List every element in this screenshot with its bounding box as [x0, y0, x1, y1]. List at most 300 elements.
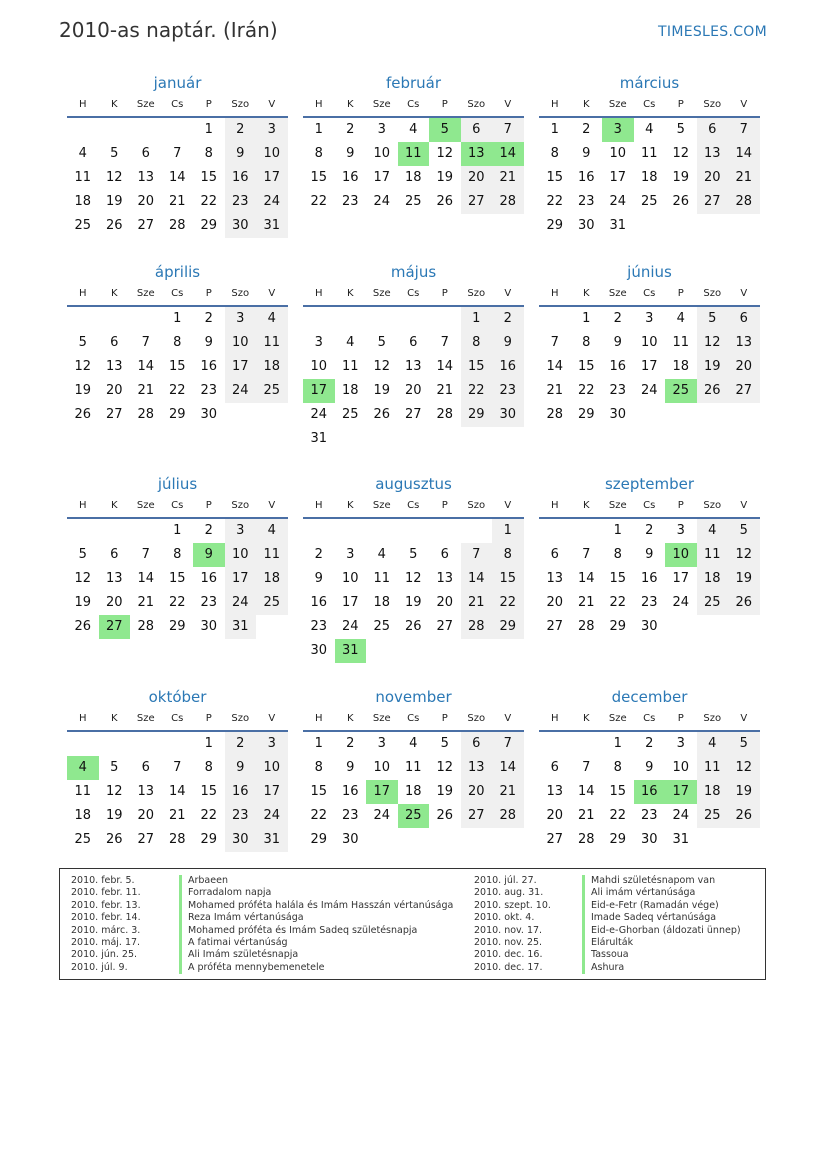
weekend-day-cell: 10 [225, 543, 257, 567]
day-cell: 9 [346, 760, 355, 775]
day-cell: 23 [640, 595, 658, 610]
empty-cell [539, 732, 571, 756]
weekday-label: Sze [136, 500, 155, 511]
weekend-day-cell: 18 [697, 567, 729, 591]
day-cell: 30 [577, 218, 595, 233]
holiday-day-cell: 3 [602, 118, 634, 142]
weekend-day-cell: 18 [697, 780, 729, 804]
day-cell: 3 [314, 335, 323, 350]
month-5 [303, 261, 524, 451]
day-cell: 23 [310, 619, 328, 634]
weekday-label: Cs [407, 99, 420, 110]
day-cell: 7 [440, 335, 449, 350]
weekday-label: K [582, 99, 590, 110]
day-cell: 22 [310, 194, 328, 209]
weekday-label: P [441, 99, 448, 110]
day-cell: 31 [310, 431, 328, 446]
day-cell: 12 [672, 146, 690, 161]
legend-holiday-name: Ali imám vértanúsága [582, 887, 695, 899]
day-cell: 20 [137, 194, 155, 209]
weekday-label: Cs [643, 500, 656, 511]
weekend-day-cell: 13 [461, 756, 493, 780]
weekend-day-cell: 26 [697, 379, 729, 403]
day-cell: 22 [609, 595, 627, 610]
empty-cell [162, 732, 194, 756]
day-cell: 3 [676, 736, 685, 751]
day-cell: 28 [168, 832, 186, 847]
weekday-label: Sze [608, 99, 627, 110]
day-cell: 19 [373, 383, 391, 398]
weekend-day-cell: 28 [728, 190, 760, 214]
weekday-label: P [677, 713, 684, 724]
day-cell: 27 [137, 218, 155, 233]
empty-cell [67, 732, 99, 756]
day-cell: 16 [341, 784, 359, 799]
day-cell: 8 [613, 547, 622, 562]
weekday-label: Szo [467, 500, 486, 511]
day-grid [67, 519, 288, 639]
day-cell: 19 [105, 194, 123, 209]
weekday-label: P [441, 713, 448, 724]
weekday-label: H [78, 99, 87, 110]
day-cell: 4 [645, 122, 654, 137]
day-cell: 15 [609, 571, 627, 586]
legend-date: 2010. dec. 17. [474, 961, 543, 973]
day-cell: 5 [110, 146, 119, 161]
weekday-label: K [110, 500, 118, 511]
day-cell: 14 [168, 784, 186, 799]
weekend-day-cell: 3 [225, 307, 257, 331]
weekday-label: V [268, 99, 276, 110]
weekday-label: V [740, 500, 748, 511]
day-cell: 20 [404, 383, 422, 398]
day-cell: 20 [105, 595, 123, 610]
day-cell: 21 [168, 194, 186, 209]
legend-holiday-name: Forradalom napja [179, 887, 271, 899]
weekend-day-cell: 30 [225, 214, 257, 238]
day-cell: 22 [200, 808, 218, 823]
weekday-label: V [268, 288, 276, 299]
day-cell: 27 [546, 832, 564, 847]
weekday-label: Cs [171, 99, 184, 110]
weekend-day-cell: 26 [728, 804, 760, 828]
weekend-day-cell: 14 [728, 142, 760, 166]
legend-holiday-name: Eid-e-Ghorban (áldozati ünnep) [582, 925, 741, 937]
day-cell: 16 [609, 359, 627, 374]
weekend-day-cell: 1 [461, 307, 493, 331]
day-cell: 24 [341, 619, 359, 634]
day-cell: 5 [110, 760, 119, 775]
weekend-day-cell: 2 [492, 307, 524, 331]
weekend-day-cell: 19 [728, 567, 760, 591]
legend-date: 2010. febr. 14. [71, 912, 141, 924]
weekday-label: P [205, 713, 212, 724]
day-cell: 17 [672, 571, 690, 586]
day-cell: 18 [74, 808, 92, 823]
day-cell: 17 [640, 359, 658, 374]
month-name: február [385, 74, 442, 92]
day-cell: 4 [409, 122, 418, 137]
day-cell: 20 [105, 383, 123, 398]
day-cell: 29 [577, 407, 595, 422]
legend-date: 2010. júl. 9. [71, 961, 128, 973]
weekday-label: Cs [171, 288, 184, 299]
day-cell: 14 [137, 571, 155, 586]
day-cell: 16 [577, 170, 595, 185]
day-cell: 13 [105, 571, 123, 586]
weekend-day-cell: 4 [256, 519, 288, 543]
weekend-day-cell: 11 [697, 756, 729, 780]
weekend-day-cell: 24 [225, 591, 257, 615]
weekend-day-cell: 21 [492, 166, 524, 190]
day-cell: 12 [105, 170, 123, 185]
legend-date: 2010. júl. 27. [474, 875, 537, 886]
weekday-label: H [78, 500, 87, 511]
holiday-day-cell: 17 [366, 780, 398, 804]
day-cell: 23 [577, 194, 595, 209]
brand-link[interactable]: TIMESLES.COM [658, 24, 767, 40]
day-cell: 18 [404, 170, 422, 185]
weekend-day-cell: 6 [697, 118, 729, 142]
empty-cell [429, 519, 461, 543]
weekend-day-cell: 31 [256, 828, 288, 852]
weekday-label: K [346, 99, 354, 110]
weekday-label: H [550, 99, 559, 110]
empty-cell [67, 118, 99, 142]
day-cell: 1 [204, 122, 213, 137]
weekday-label: K [346, 288, 354, 299]
day-cell: 24 [672, 595, 690, 610]
day-cell: 16 [200, 359, 218, 374]
weekend-day-cell: 11 [256, 543, 288, 567]
weekend-day-cell: 28 [461, 615, 493, 639]
day-cell: 6 [110, 547, 119, 562]
day-cell: 19 [74, 595, 92, 610]
day-cell: 28 [577, 832, 595, 847]
weekday-label: Sze [136, 99, 155, 110]
day-cell: 20 [436, 595, 454, 610]
holiday-day-cell: 4 [67, 756, 99, 780]
weekday-label: Cs [643, 713, 656, 724]
day-cell: 7 [141, 547, 150, 562]
day-cell: 12 [436, 760, 454, 775]
legend-holiday-name: A fatimai vértanúság [179, 937, 288, 949]
month-name: augusztus [375, 475, 452, 493]
weekday-label: Sze [372, 288, 391, 299]
weekend-day-cell: 23 [225, 804, 257, 828]
day-cell: 30 [640, 619, 658, 634]
weekday-label: P [677, 99, 684, 110]
day-cell: 24 [373, 808, 391, 823]
day-cell: 2 [582, 122, 591, 137]
weekend-day-cell: 2 [225, 732, 257, 756]
month-12 [539, 686, 760, 852]
day-cell: 6 [550, 547, 559, 562]
legend-date: 2010. febr. 5. [71, 875, 135, 886]
month-name: október [148, 688, 207, 706]
day-cell: 8 [550, 146, 559, 161]
weekend-day-cell: 16 [225, 780, 257, 804]
day-cell: 22 [168, 383, 186, 398]
weekday-label: V [504, 99, 512, 110]
day-cell: 26 [74, 407, 92, 422]
day-cell: 21 [137, 383, 155, 398]
day-cell: 29 [168, 619, 186, 634]
weekend-day-cell: 13 [697, 142, 729, 166]
day-cell: 30 [200, 407, 218, 422]
day-cell: 28 [436, 407, 454, 422]
weekend-day-cell: 7 [492, 732, 524, 756]
day-cell: 18 [672, 359, 690, 374]
legend-date: 2010. febr. 13. [71, 899, 141, 911]
weekend-day-cell: 2 [225, 118, 257, 142]
day-cell: 23 [341, 194, 359, 209]
day-cell: 15 [168, 571, 186, 586]
weekend-day-cell: 17 [256, 780, 288, 804]
empty-cell [67, 307, 99, 331]
day-cell: 29 [609, 619, 627, 634]
empty-cell [571, 519, 603, 543]
weekday-label: H [550, 500, 559, 511]
day-cell: 4 [676, 311, 685, 326]
month-name: július [157, 475, 198, 493]
holiday-day-cell: 25 [665, 379, 697, 403]
weekday-label: K [110, 288, 118, 299]
day-cell: 17 [373, 170, 391, 185]
weekday-label: Szo [467, 288, 486, 299]
day-cell: 28 [137, 619, 155, 634]
day-grid [67, 118, 288, 238]
day-cell: 13 [105, 359, 123, 374]
day-cell: 15 [577, 359, 595, 374]
day-cell: 1 [314, 122, 323, 137]
legend-date: 2010. szept. 10. [474, 899, 551, 911]
day-cell: 9 [645, 547, 654, 562]
day-cell: 27 [404, 407, 422, 422]
weekday-header [303, 94, 524, 118]
legend-holiday-name: Tassoua [582, 949, 629, 961]
weekend-day-cell: 15 [461, 355, 493, 379]
weekday-label: Szo [703, 500, 722, 511]
month-name: március [619, 74, 680, 92]
day-cell: 11 [640, 146, 658, 161]
day-cell: 1 [613, 523, 622, 538]
day-grid [539, 118, 760, 238]
weekday-label: H [78, 713, 87, 724]
holiday-day-cell: 14 [492, 142, 524, 166]
weekday-label: Cs [171, 500, 184, 511]
weekday-label: V [504, 713, 512, 724]
weekday-label: P [205, 500, 212, 511]
day-cell: 8 [204, 146, 213, 161]
day-cell: 24 [373, 194, 391, 209]
weekend-day-cell: 31 [225, 615, 257, 639]
day-cell: 3 [346, 547, 355, 562]
month-8 [303, 473, 524, 663]
weekday-header [303, 283, 524, 307]
weekend-day-cell: 26 [728, 591, 760, 615]
day-cell: 22 [609, 808, 627, 823]
day-grid [303, 307, 524, 451]
month-11 [303, 686, 524, 852]
month-name: május [390, 263, 437, 281]
weekend-day-cell: 21 [492, 780, 524, 804]
day-cell: 25 [74, 218, 92, 233]
weekday-label: P [441, 288, 448, 299]
weekday-header [303, 708, 524, 732]
day-cell: 8 [173, 547, 182, 562]
day-cell: 13 [546, 571, 564, 586]
day-cell: 24 [672, 808, 690, 823]
day-cell: 22 [310, 808, 328, 823]
day-cell: 20 [546, 808, 564, 823]
weekend-day-cell: 12 [697, 331, 729, 355]
empty-cell [571, 732, 603, 756]
day-cell: 2 [204, 523, 213, 538]
month-name: április [154, 263, 201, 281]
weekday-label: Sze [608, 288, 627, 299]
weekend-day-cell: 5 [697, 307, 729, 331]
day-cell: 2 [346, 736, 355, 751]
weekend-day-cell: 25 [697, 591, 729, 615]
day-cell: 10 [373, 760, 391, 775]
weekend-day-cell: 17 [225, 355, 257, 379]
legend-date: 2010. jún. 25. [71, 949, 138, 961]
day-cell: 28 [577, 619, 595, 634]
legend-date: 2010. nov. 25. [474, 936, 543, 948]
day-cell: 8 [613, 760, 622, 775]
day-cell: 10 [640, 335, 658, 350]
weekday-label: V [740, 99, 748, 110]
day-cell: 2 [346, 122, 355, 137]
day-cell: 7 [582, 547, 591, 562]
weekday-label: P [677, 500, 684, 511]
legend-holiday-name: A próféta mennybemenetele [179, 962, 324, 974]
weekday-label: K [110, 713, 118, 724]
day-cell: 23 [341, 808, 359, 823]
day-cell: 12 [373, 359, 391, 374]
weekday-label: V [268, 713, 276, 724]
weekday-label: Cs [407, 288, 420, 299]
month-name: december [611, 688, 688, 706]
weekday-header [303, 495, 524, 519]
day-cell: 9 [204, 335, 213, 350]
legend-holiday-name: Ashura [582, 962, 624, 974]
day-cell: 10 [672, 760, 690, 775]
day-cell: 16 [310, 595, 328, 610]
day-cell: 21 [137, 595, 155, 610]
day-cell: 18 [404, 784, 422, 799]
weekday-label: Szo [231, 713, 250, 724]
weekend-day-cell: 28 [492, 190, 524, 214]
weekend-day-cell: 30 [492, 403, 524, 427]
weekend-day-cell: 24 [256, 804, 288, 828]
day-cell: 6 [440, 547, 449, 562]
day-cell: 11 [341, 359, 359, 374]
weekend-day-cell: 17 [256, 166, 288, 190]
day-cell: 18 [74, 194, 92, 209]
day-cell: 14 [168, 170, 186, 185]
day-cell: 19 [436, 784, 454, 799]
weekend-day-cell: 16 [225, 166, 257, 190]
weekday-label: Sze [136, 713, 155, 724]
weekday-label: Cs [643, 99, 656, 110]
day-cell: 1 [173, 523, 182, 538]
weekend-day-cell: 27 [461, 804, 493, 828]
weekend-day-cell: 9 [492, 331, 524, 355]
weekday-header [539, 94, 760, 118]
day-cell: 1 [582, 311, 591, 326]
weekday-header [539, 283, 760, 307]
day-cell: 26 [373, 407, 391, 422]
day-cell: 15 [200, 170, 218, 185]
day-cell: 26 [436, 194, 454, 209]
day-cell: 2 [613, 311, 622, 326]
weekend-day-cell: 27 [728, 379, 760, 403]
day-cell: 15 [546, 170, 564, 185]
day-grid [303, 519, 524, 663]
day-cell: 11 [404, 760, 422, 775]
empty-cell [67, 519, 99, 543]
day-grid [539, 519, 760, 639]
weekend-day-cell: 20 [461, 166, 493, 190]
day-cell: 30 [310, 643, 328, 658]
weekend-day-cell: 21 [461, 591, 493, 615]
weekday-label: P [677, 288, 684, 299]
day-cell: 27 [137, 832, 155, 847]
legend-date: 2010. nov. 17. [474, 924, 543, 936]
weekend-day-cell: 4 [697, 732, 729, 756]
day-cell: 9 [613, 335, 622, 350]
day-cell: 21 [436, 383, 454, 398]
day-cell: 24 [609, 194, 627, 209]
weekend-day-cell: 23 [492, 379, 524, 403]
weekday-label: P [205, 288, 212, 299]
legend-date: 2010. okt. 4. [474, 912, 535, 924]
legend-holiday-name: Ali Imám születésnapja [179, 949, 298, 961]
weekday-header [67, 94, 288, 118]
day-cell: 7 [173, 146, 182, 161]
day-cell: 14 [436, 359, 454, 374]
day-cell: 10 [341, 571, 359, 586]
day-cell: 10 [310, 359, 328, 374]
day-cell: 31 [672, 832, 690, 847]
weekday-label: Szo [467, 713, 486, 724]
weekend-day-cell: 11 [256, 331, 288, 355]
month-name: november [375, 688, 452, 706]
day-cell: 25 [404, 194, 422, 209]
day-cell: 25 [640, 194, 658, 209]
empty-cell [398, 519, 430, 543]
weekend-day-cell: 29 [492, 615, 524, 639]
month-name: június [627, 263, 672, 281]
empty-cell [539, 519, 571, 543]
empty-cell [366, 519, 398, 543]
weekend-day-cell: 27 [461, 190, 493, 214]
weekend-day-cell: 8 [492, 543, 524, 567]
day-cell: 3 [377, 122, 386, 137]
weekday-label: Szo [231, 99, 250, 110]
empty-cell [303, 519, 335, 543]
day-cell: 26 [74, 619, 92, 634]
legend-holiday-name: Eid-e-Fetr (Ramadán vége) [582, 900, 719, 912]
day-cell: 5 [78, 547, 87, 562]
day-cell: 12 [74, 571, 92, 586]
day-cell: 6 [550, 760, 559, 775]
weekend-day-cell: 18 [256, 567, 288, 591]
weekday-label: V [740, 288, 748, 299]
weekend-day-cell: 23 [225, 190, 257, 214]
